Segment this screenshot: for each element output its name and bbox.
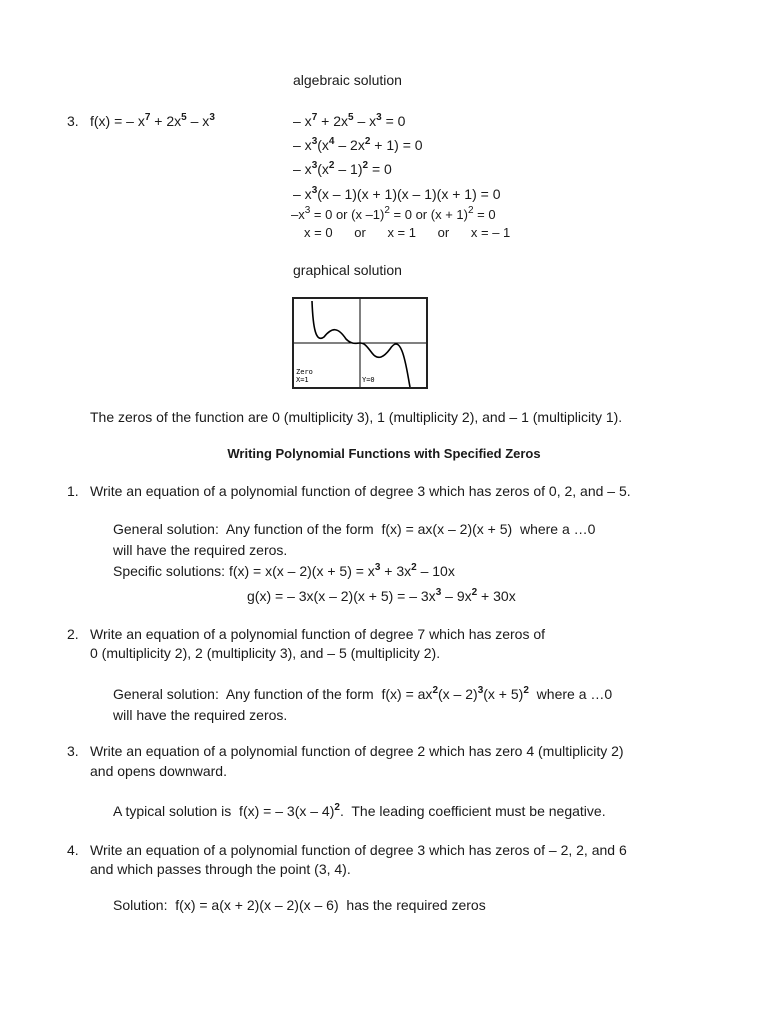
problem-2-question-line2: 0 (multiplicity 2), 2 (multiplicity 3), and – 5 (multiplicity 2). [90,645,441,661]
function-curve [312,301,410,387]
solution-step-5: $-x^3 = 0$ or (x –1)$^2$ = 0 or $(x + 1)^2 = 0$ [291,205,496,222]
problem-2-general-line2: will have the required zeros. [113,707,288,723]
example-number: 3. [67,113,79,129]
problem-1-general-solution: General solution: Any function of the form f(x) = ax(x – 2)(x + 5) where a …0 [113,521,596,537]
problem-4-question-line2: and which passes through the point (3, 4). [90,861,351,877]
section-title: Writing Polynomial Functions with Specified Zeros [227,446,541,461]
calc-y-value: Y=0 [362,376,375,384]
calc-zero-label: Zero [296,368,313,376]
solution-step-1: – $x^7 + 2x^5 - x^3 = 0$ [293,112,406,129]
function-definition: f(x) = – $x^7 + 2x^5 - x^3$ [90,112,215,129]
problem-4-question: Write an equation of a polynomial function of degree 3 which has zeros of – 2, 2, and 6 [90,842,627,858]
problem-3-answer: A typical solution is f(x) = – 3(x – 4)$^2$. The leading coefficient must be negative. [113,802,606,819]
solution-step-6: x = 0 or x = 1 or x = – 1 [304,225,511,240]
problem-1-general-line2: will have the required zeros. [113,542,288,558]
calculator-graph [292,297,428,389]
problem-4-answer: Solution: f(x) = a(x + 2)(x – 2)(x – 6) has the required zeros [113,897,486,913]
problem-2-number: 2. [67,626,79,642]
solution-step-2: – $x^3(x^4 - 2x^2 + 1) = 0$ [293,136,423,153]
problem-1-specific-solution-g: g(x) = – 3x(x – 2)(x + 5) = – $3x^3 - 9x^2 + 30x$ [247,587,516,604]
graph-plot [294,299,426,387]
problem-2-question: Write an equation of a polynomial function of degree 7 which has zeros of [90,626,546,642]
algebraic-solution-heading: algebraic solution [293,72,402,88]
problem-3-number: 3. [67,743,79,759]
problem-4-number: 4. [67,842,79,858]
graphical-solution-heading: graphical solution [293,262,402,278]
problem-1-specific-solution: Specific solutions: $f(x) = x(x - 2)(x + 5) = x^3 + 3x^2 - 10x$ [113,562,455,579]
problem-2-general-solution: General solution: Any function of the form $f(x) = ax^2(x - 2)^3(x + 5)^2$ where a …0 [113,685,613,702]
problem-1-number: 1. [67,483,79,499]
solution-step-3: – $x^3(x^2 - 1)^2 = 0$ [293,160,392,177]
solution-step-4: – $x^3(x - 1)(x + 1)(x - 1)(x + 1) = 0$ [293,185,501,202]
problem-3-question-line2: and opens downward. [90,763,227,779]
problem-1-question: Write an equation of a polynomial function of degree 3 which has zeros of 0, 2, and – 5. [90,483,631,499]
calc-x-value: X=1 [296,376,309,384]
problem-3-question: Write an equation of a polynomial function of degree 2 which has zero 4 (multiplicity 2) [90,743,624,759]
zeros-conclusion: The zeros of the function are 0 (multiplicity 3), 1 (multiplicity 2), and – 1 (multiplicity 1). [90,409,623,425]
